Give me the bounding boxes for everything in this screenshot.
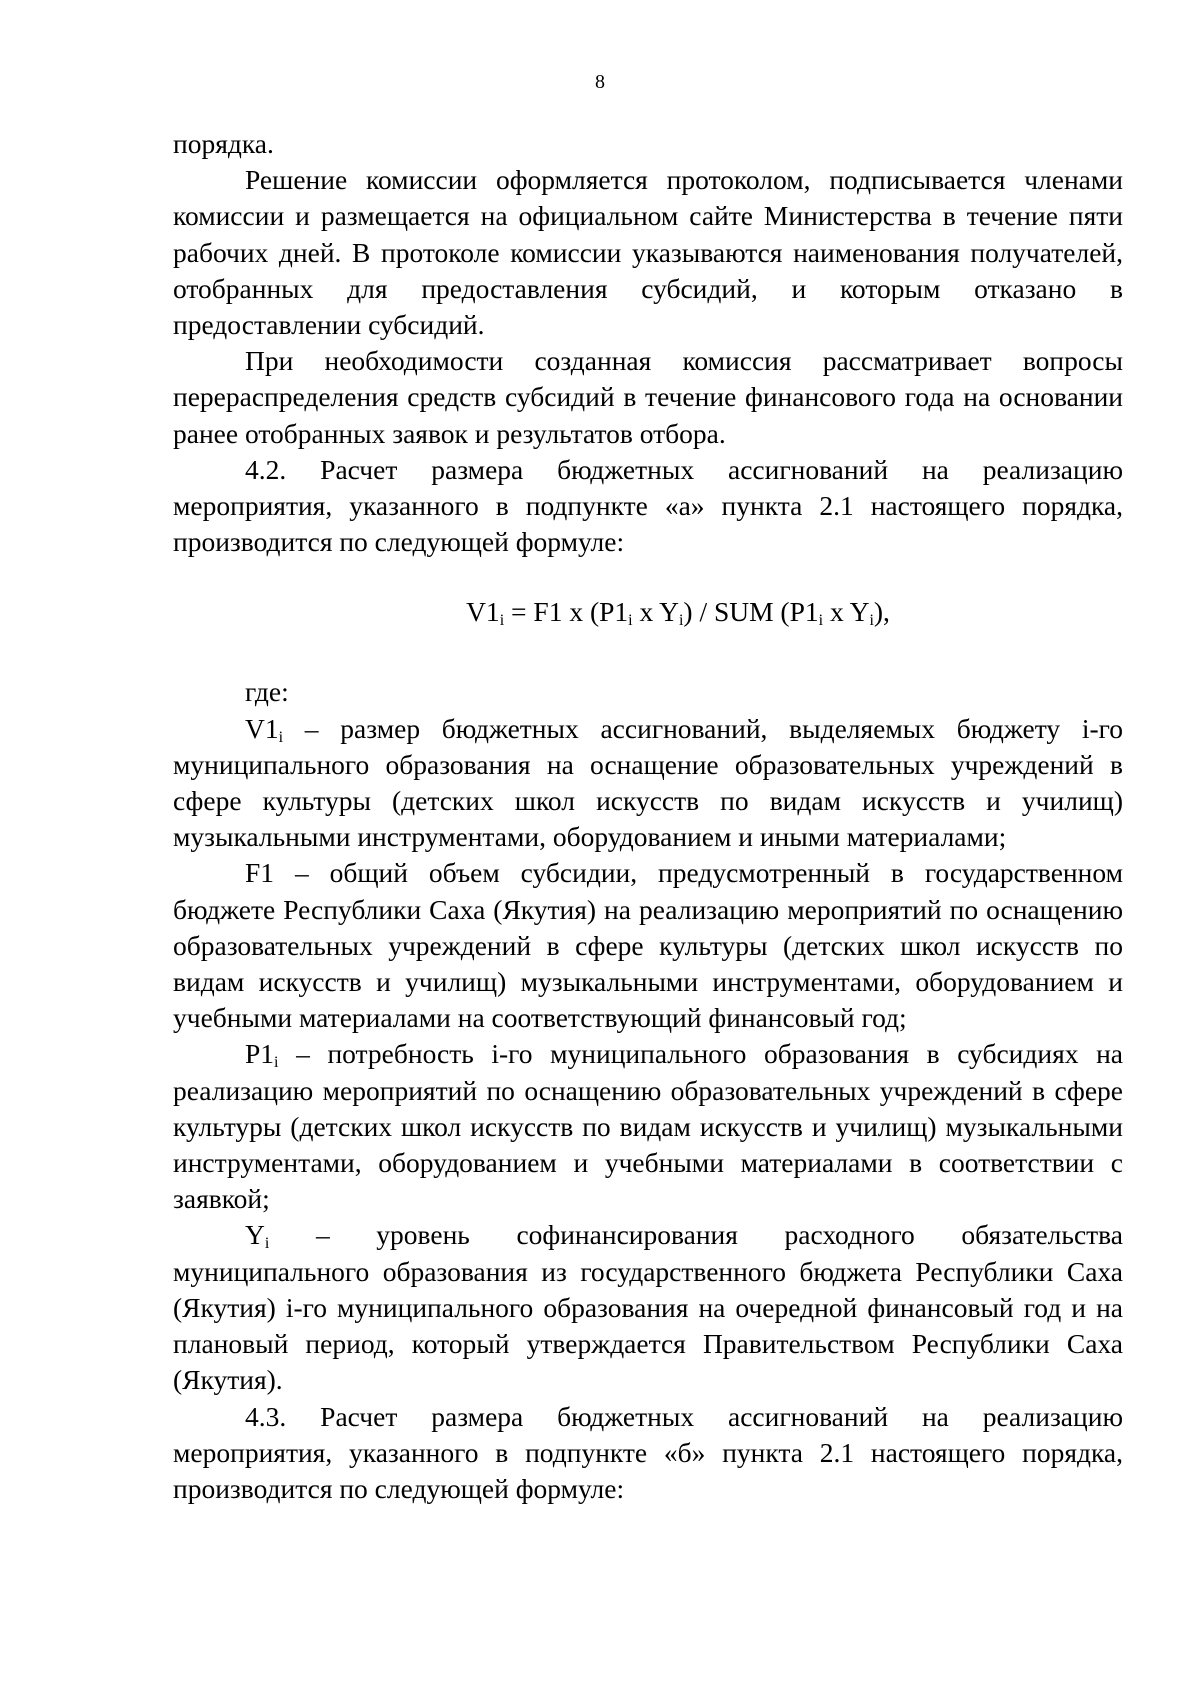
term-p1: P1: [245, 1038, 275, 1070]
definition-text: – потребность i-го муниципального образования в субсидиях на реализацию мероприятий по оснащению образовательных учреждений в сфере культуры (детских школ искусств по видам искусств и училищ) музыкальными инструментами, оборудованием и учебными материалами в соответствии с заявкой;: [173, 1038, 1123, 1215]
definition-f1: F1 – общий объем субсидии, предусмотренный в государственном бюджете Республики Саха (Якутия) на реализацию мероприятий по оснащению образовательных учреждений в сфере культуры (детских школ искусств по видам искусств и училищ) музыкальными инструментами, оборудованием и учебными материалами на соответствующий финансовый год;: [173, 857, 1123, 1034]
definition-v1: [173, 711, 1123, 856]
formula-term-v1: V1: [466, 596, 500, 628]
definition-y: [173, 1217, 1123, 1398]
term-y: Y: [245, 1219, 265, 1251]
paragraph-4-2: 4.2. Расчет размера бюджетных ассигнований на реализацию мероприятия, указанного в подпункте «а» пункта 2.1 настоящего порядка, производится по следующей формуле:: [173, 453, 1123, 558]
term-subscript: i: [278, 728, 284, 746]
definition-text: – уровень софинансирования расходного обязательства муниципального образования из государственного бюджета Республики Саха (Якутия) i-го муниципального образования на очередной финансовый год и на плановый период, который утверждается Правительством Республики Саха (Якутия).: [173, 1219, 1123, 1396]
paragraph-commission-decision: Решение комиссии оформляется протоколом, подписывается членами комиссии и размещается на официальном сайте Министерства в течение пяти рабочих дней. В протоколе комиссии указываются наименования получателей, отобранных для предоставления субсидий, и которым отказано в предоставлении субсидий.: [173, 164, 1123, 341]
paragraph-4-3: 4.3. Расчет размера бюджетных ассигнований на реализацию мероприятия, указанного в подпункте «б» пункта 2.1 настоящего порядка, производится по следующей формуле:: [173, 1400, 1123, 1504]
definition-p1: [173, 1036, 1123, 1217]
formula-subscript: i: [628, 612, 633, 630]
formula-segment: ) / SUM (P1: [683, 596, 819, 628]
formula-subscript: i: [818, 612, 824, 630]
definition-text: – размер бюджетных ассигнований, выделяемых бюджету i-го муниципального образования на оснащение образовательных учреждений в сфере культуры (детских школ искусств по видам искусств и училищ) музыкальными инструментами, оборудованием и иными материалами;: [173, 712, 1123, 853]
paragraph-redistribution: При необходимости созданная комиссия рассматривает вопросы перераспределения средств субсидий в течение финансового года на основании ранее отобранных заявок и результатов отбора.: [173, 345, 1123, 449]
formula-subscript: i: [678, 612, 684, 630]
formula-segment: x Y: [632, 596, 679, 628]
paragraph-where: где:: [245, 676, 289, 708]
document-body: [173, 126, 1123, 1507]
term-subscript: i: [274, 1054, 279, 1072]
formula-subscript: i: [869, 612, 874, 630]
term-subscript: i: [264, 1235, 270, 1253]
formula-subscript: i: [499, 612, 505, 630]
paragraph-continuation: порядка.: [173, 128, 274, 159]
term-v1: V1: [245, 712, 279, 744]
formula-segment: = F1 x (P1: [504, 596, 629, 628]
formula-segment: x Y: [823, 596, 870, 628]
spacer: [173, 630, 1123, 674]
formula-segment: ),: [873, 596, 890, 628]
formula-4-2: [173, 594, 1123, 630]
spacer: [173, 560, 1123, 594]
page-number: 8: [595, 71, 605, 93]
